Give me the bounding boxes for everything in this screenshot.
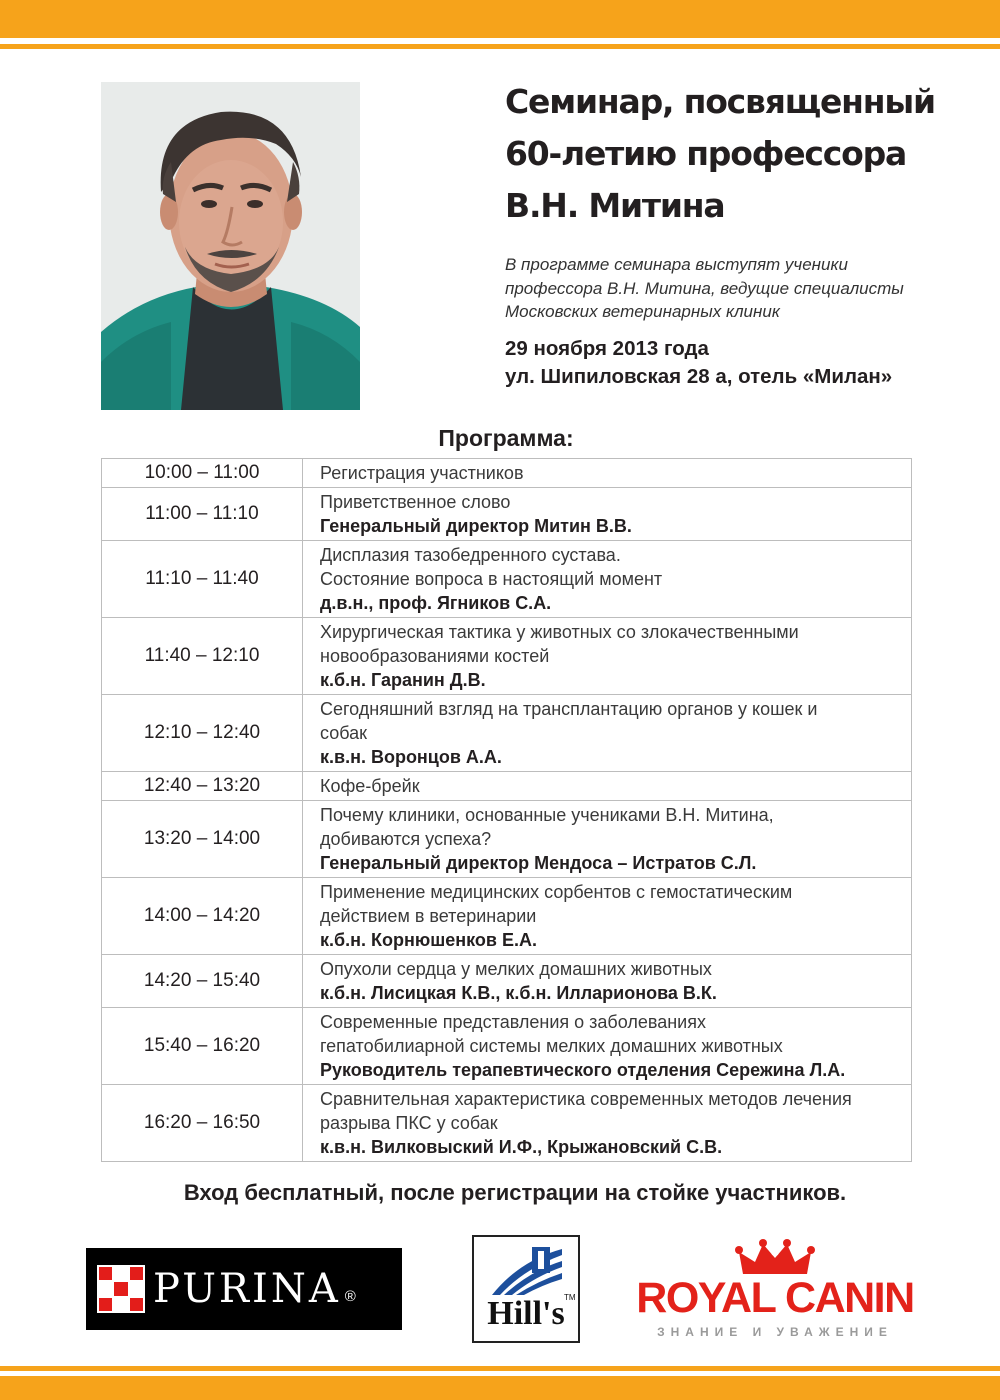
entry-note: Вход бесплатный, после регистрации на стойке участников. bbox=[183, 1180, 847, 1205]
program-row bbox=[102, 878, 912, 955]
program-row-topic: действием в ветеринарии bbox=[320, 906, 537, 926]
program-row-description bbox=[303, 801, 912, 878]
program-row-topic: Почему клиники, основанные учениками В.Н. Митина, bbox=[320, 805, 774, 825]
program-row-topic: добиваются успеха? bbox=[320, 829, 492, 849]
program-row-topic: Дисплазия тазобедренного сустава. bbox=[320, 545, 621, 565]
royal-canin-logo bbox=[630, 1238, 930, 1348]
program-row-time: 11:40 – 12:10 bbox=[102, 618, 303, 695]
hills-mountain-icon bbox=[474, 1241, 578, 1301]
seminar-intro bbox=[505, 253, 975, 324]
program-row-speaker: Руководитель терапевтического отделения Сережина Л.А. bbox=[320, 1060, 846, 1080]
seminar-date: 29 ноября 2013 года bbox=[505, 337, 709, 360]
program-row-topic: Регистрация участников bbox=[320, 463, 524, 483]
seminar-title bbox=[505, 76, 975, 232]
purina-wordmark: PURINA bbox=[153, 1266, 341, 1312]
program-row-description bbox=[303, 459, 912, 488]
program-row-topic: Кофе-брейк bbox=[320, 776, 420, 796]
top-stripe-thin bbox=[0, 44, 1000, 49]
program-row-topic: гепатобилиарной системы мелких домашних животных bbox=[320, 1036, 783, 1056]
program-row-description bbox=[303, 772, 912, 801]
program-row-topic: Сегодняшний взгляд на трансплантацию органов у кошек и bbox=[320, 699, 818, 719]
program-row-description bbox=[303, 878, 912, 955]
program-row-speaker: Генеральный директор Мендоса – Истратов С.Л. bbox=[320, 853, 757, 873]
program-row-topic: Состояние вопроса в настоящий момент bbox=[320, 569, 663, 589]
royal-canin-tagline: ЗНАНИЕ И УВАЖЕНИЕ bbox=[657, 1325, 893, 1339]
crown-icon bbox=[735, 1238, 815, 1278]
program-heading: Программа: bbox=[438, 425, 574, 451]
bottom-stripe-thin bbox=[0, 1366, 1000, 1371]
program-row-description bbox=[303, 541, 912, 618]
title-line-3: В.Н. Митина bbox=[505, 186, 725, 225]
program-row-speaker: д.в.н., проф. Ягников С.А. bbox=[320, 593, 552, 613]
title-line-1: Семинар, посвященный bbox=[505, 82, 935, 121]
hills-trademark: TM bbox=[564, 1293, 576, 1302]
intro-line-2: профессора В.Н. Митина, ведущие специалисты bbox=[505, 278, 904, 298]
program-row-time: 16:20 – 16:50 bbox=[102, 1085, 303, 1162]
program-row-topic: Хирургическая тактика у животных со злокачественными bbox=[320, 622, 799, 642]
hills-wordmark: Hill's bbox=[487, 1295, 565, 1332]
program-row-time: 11:00 – 11:10 bbox=[102, 488, 303, 541]
program-row-time: 11:10 – 11:40 bbox=[102, 541, 303, 618]
program-row-topic: собак bbox=[320, 723, 367, 743]
program-row-time: 15:40 – 16:20 bbox=[102, 1008, 303, 1085]
portrait-photo bbox=[101, 82, 360, 410]
program-row bbox=[102, 459, 912, 488]
purina-checkerboard-icon bbox=[97, 1265, 145, 1313]
program-row bbox=[102, 1085, 912, 1162]
program-row-topic: Современные представления о заболеваниях bbox=[320, 1012, 706, 1032]
bottom-stripe-thick bbox=[0, 1376, 1000, 1400]
purina-logo bbox=[86, 1248, 402, 1330]
program-row bbox=[102, 801, 912, 878]
program-row bbox=[102, 618, 912, 695]
program-row bbox=[102, 1008, 912, 1085]
program-row-speaker: Генеральный директор Митин В.В. bbox=[320, 516, 632, 536]
program-row-time: 12:40 – 13:20 bbox=[102, 772, 303, 801]
program-row-description bbox=[303, 1085, 912, 1162]
program-row-topic: Опухоли сердца у мелких домашних животных bbox=[320, 959, 712, 979]
program-row-speaker: к.в.н. Воронцов А.А. bbox=[320, 747, 502, 767]
intro-line-1: В программе семинара выступят ученики bbox=[505, 255, 848, 274]
program-row-time: 14:00 – 14:20 bbox=[102, 878, 303, 955]
program-row-topic: Приветственное слово bbox=[320, 492, 511, 512]
program-row-topic: разрыва ПКС у собак bbox=[320, 1113, 498, 1133]
program-row-topic: Сравнительная характеристика современных методов лечения bbox=[320, 1089, 852, 1109]
program-row-speaker: к.б.н. Корнюшенков Е.А. bbox=[320, 930, 537, 950]
seminar-address: ул. Шипиловская 28 а, отель «Милан» bbox=[505, 365, 893, 388]
title-line-2: 60-летию профессора bbox=[505, 134, 907, 173]
hills-logo bbox=[472, 1235, 580, 1343]
program-row bbox=[102, 772, 912, 801]
royal-canin-wordmark: ROYAL CANIN bbox=[636, 1274, 914, 1322]
program-row-time: 13:20 – 14:00 bbox=[102, 801, 303, 878]
program-row-description bbox=[303, 955, 912, 1008]
program-row-time: 12:10 – 12:40 bbox=[102, 695, 303, 772]
intro-line-3: Московских ветеринарных клиник bbox=[505, 302, 780, 321]
program-row-time: 14:20 – 15:40 bbox=[102, 955, 303, 1008]
program-row bbox=[102, 488, 912, 541]
program-row-speaker: к.б.н. Гаранин Д.В. bbox=[320, 670, 486, 690]
program-row-speaker: к.б.н. Лисицкая К.В., к.б.н. Илларионова В.К. bbox=[320, 983, 717, 1003]
program-row-speaker: к.в.н. Вилковыский И.Ф., Крыжановский С.В. bbox=[320, 1137, 723, 1157]
program-row bbox=[102, 695, 912, 772]
program-row-topic: новообразованиями костей bbox=[320, 646, 550, 666]
program-table bbox=[101, 458, 912, 1162]
top-stripe-thick bbox=[0, 0, 1000, 38]
program-row-time: 10:00 – 11:00 bbox=[102, 459, 303, 488]
program-row-description bbox=[303, 618, 912, 695]
program-row-topic: Применение медицинских сорбентов с гемостатическим bbox=[320, 882, 793, 902]
portrait-illustration bbox=[101, 82, 360, 410]
program-row bbox=[102, 541, 912, 618]
program-row bbox=[102, 955, 912, 1008]
program-row-description bbox=[303, 488, 912, 541]
program-row-description bbox=[303, 1008, 912, 1085]
program-row-description bbox=[303, 695, 912, 772]
purina-registered-mark: ® bbox=[344, 1287, 356, 1305]
